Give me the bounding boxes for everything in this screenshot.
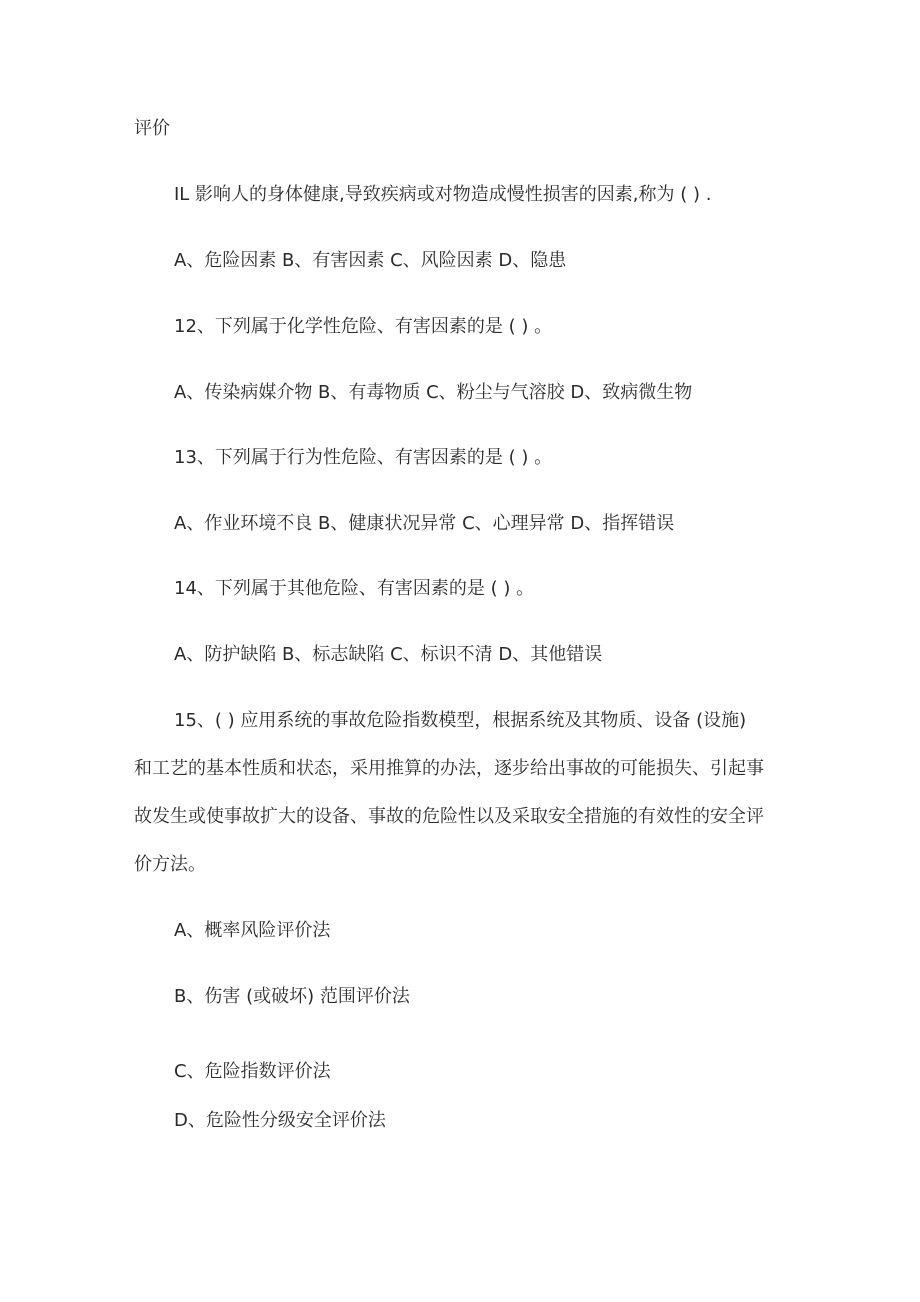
- question-11-options: A、危险因素 B、有害因素 C、风险因素 D、隐患: [174, 250, 567, 271]
- question-15-line-3: 故发生或使事故扩大的设备、事故的危险性以及采取安全措施的有效性的安全评: [134, 806, 764, 827]
- question-15-option-b: B、伤害 (或破坏) 范围评价法: [174, 986, 410, 1007]
- question-14: 14、下列属于其他危险、有害因素的是 ( ) 。: [174, 578, 535, 599]
- question-15-option-a: A、概率风险评价法: [174, 920, 331, 941]
- question-15-option-c: C、危险指数评价法: [174, 1061, 331, 1082]
- question-15-line-4: 价方法。: [134, 854, 206, 875]
- question-11: IL 影响人的身体健康,导致疾病或对物造成慢性损害的因素,称为 ( ) .: [174, 184, 712, 205]
- question-14-options: A、防护缺陷 B、标志缺陷 C、标识不清 D、其他错误: [174, 644, 603, 665]
- question-13-options: A、作业环境不良 B、健康状况异常 C、心理异常 D、指挥错误: [174, 513, 675, 534]
- question-15-option-d: D、危险性分级安全评价法: [174, 1110, 386, 1131]
- question-13: 13、下列属于行为性危险、有害因素的是 ( ) 。: [174, 447, 553, 468]
- question-15-line-2: 和工艺的基本性质和状态，采用推算的办法，逐步给出事故的可能损失、引起事: [134, 758, 764, 779]
- question-12: 12、下列属于化学性危险、有害因素的是 ( ) 。: [174, 316, 553, 337]
- question-15-line-1: 15、( ) 应用系统的事故危险指数模型，根据系统及其物质、设备 (设施): [174, 710, 747, 731]
- section-heading: 评价: [134, 118, 170, 139]
- question-12-options: A、传染病媒介物 B、有毒物质 C、粉尘与气溶胶 D、致病微生物: [174, 382, 693, 403]
